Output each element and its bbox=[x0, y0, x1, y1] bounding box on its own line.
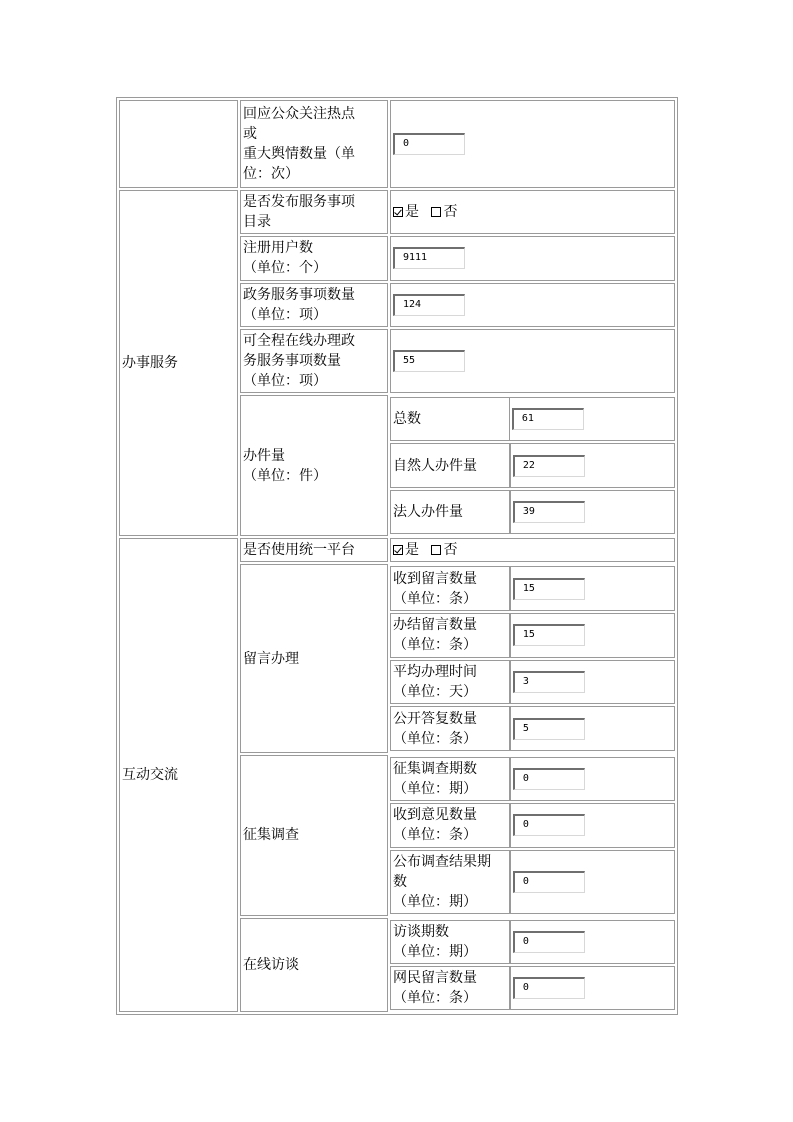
table-row bbox=[390, 920, 675, 964]
interview-subtable-cell bbox=[390, 918, 675, 1012]
interview-subtable bbox=[390, 918, 675, 1012]
catalog-no-option[interactable]: 否 bbox=[431, 204, 457, 220]
table-row bbox=[390, 397, 675, 441]
table-row bbox=[390, 706, 675, 751]
netizen-messages-field[interactable]: 0 bbox=[513, 977, 585, 999]
netizen-label: 网民留言数量 （单位：条） bbox=[390, 966, 510, 1010]
natural-person-volume-field[interactable]: 22 bbox=[513, 455, 585, 477]
survey-subtable-cell bbox=[390, 755, 675, 916]
table-row bbox=[390, 966, 675, 1010]
total-value-cell bbox=[510, 397, 675, 441]
natural-value-cell bbox=[510, 443, 675, 487]
users-label: 注册用户数 （单位：个） bbox=[240, 236, 388, 280]
volume-label: 办件量 （单位：件） bbox=[240, 395, 388, 536]
public-reply-field[interactable]: 5 bbox=[513, 718, 585, 740]
section-service: 办事服务 bbox=[119, 190, 238, 536]
table-row bbox=[390, 443, 675, 487]
concluded-label: 办结留言数量 （单位：条） bbox=[390, 613, 510, 658]
hotspot-count-field[interactable]: 0 bbox=[393, 133, 465, 155]
natural-label: 自然人办件量 bbox=[390, 443, 510, 487]
table-row bbox=[390, 490, 675, 535]
table-row bbox=[119, 538, 675, 562]
interview-count-field[interactable]: 0 bbox=[513, 931, 585, 953]
table-row bbox=[119, 100, 675, 188]
section-interaction: 互动交流 bbox=[119, 538, 238, 1012]
catalog-options bbox=[390, 190, 675, 234]
received-messages-field[interactable]: 15 bbox=[513, 578, 585, 600]
volume-subtable-cell bbox=[390, 395, 675, 536]
table-row bbox=[390, 613, 675, 658]
received-value-cell bbox=[510, 566, 675, 611]
hotspot-label: 回应公众关注热点 或 重大舆情数量（单 位：次） bbox=[240, 100, 388, 188]
survey-count-value-cell bbox=[510, 757, 675, 801]
public-reply-value-cell bbox=[510, 706, 675, 751]
platform-label: 是否使用统一平台 bbox=[240, 538, 388, 562]
online-value-cell bbox=[390, 329, 675, 393]
catalog-yes-option[interactable]: 是 bbox=[393, 204, 419, 220]
concluded-value-cell bbox=[510, 613, 675, 658]
table-row bbox=[390, 660, 675, 705]
checked-box-icon bbox=[393, 207, 403, 217]
table-row bbox=[119, 190, 675, 234]
online-items-field[interactable]: 55 bbox=[393, 350, 465, 372]
unchecked-box-icon bbox=[431, 207, 441, 217]
service-items-field[interactable]: 124 bbox=[393, 294, 465, 316]
avg-time-label: 平均办理时间 （单位：天） bbox=[390, 660, 510, 705]
survey-count-label: 征集调查期数 （单位：期） bbox=[390, 757, 510, 801]
legal-person-volume-field[interactable]: 39 bbox=[513, 501, 585, 523]
opinions-field[interactable]: 0 bbox=[513, 814, 585, 836]
message-group-label: 留言办理 bbox=[240, 564, 388, 753]
hotspot-value-cell bbox=[390, 100, 675, 188]
checked-box-icon bbox=[393, 545, 403, 555]
received-label: 收到留言数量 （单位：条） bbox=[390, 566, 510, 611]
catalog-label: 是否发布服务事项 目录 bbox=[240, 190, 388, 234]
platform-options bbox=[390, 538, 675, 562]
report-table-wrapper bbox=[116, 97, 678, 1015]
avg-time-value-cell bbox=[510, 660, 675, 705]
interview-group-label: 在线访谈 bbox=[240, 918, 388, 1012]
results-label: 公布调查结果期 数 （单位：期） bbox=[390, 850, 510, 914]
avg-time-field[interactable]: 3 bbox=[513, 671, 585, 693]
table-row bbox=[390, 803, 675, 847]
legal-label: 法人办件量 bbox=[390, 490, 510, 535]
table-row bbox=[390, 850, 675, 914]
total-label: 总数 bbox=[390, 397, 510, 441]
interview-count-value-cell bbox=[510, 920, 675, 964]
users-value-cell bbox=[390, 236, 675, 280]
concluded-messages-field[interactable]: 15 bbox=[513, 624, 585, 646]
survey-subtable bbox=[390, 755, 675, 916]
legal-value-cell bbox=[510, 490, 675, 535]
public-reply-label: 公开答复数量 （单位：条） bbox=[390, 706, 510, 751]
volume-subtable bbox=[390, 395, 675, 536]
interview-count-label: 访谈期数 （单位：期） bbox=[390, 920, 510, 964]
unchecked-box-icon bbox=[431, 545, 441, 555]
survey-group-label: 征集调查 bbox=[240, 755, 388, 916]
empty-section-cell bbox=[119, 100, 238, 188]
message-subtable-cell bbox=[390, 564, 675, 753]
online-label: 可全程在线办理政 务服务事项数量 （单位：项） bbox=[240, 329, 388, 393]
table-row bbox=[390, 757, 675, 801]
platform-no-option[interactable]: 否 bbox=[431, 542, 457, 558]
platform-yes-option[interactable]: 是 bbox=[393, 542, 419, 558]
government-website-statistics-table bbox=[116, 97, 678, 1015]
items-label: 政务服务事项数量 （单位：项） bbox=[240, 283, 388, 327]
survey-count-field[interactable]: 0 bbox=[513, 768, 585, 790]
registered-users-field[interactable]: 9111 bbox=[393, 247, 465, 269]
survey-results-field[interactable]: 0 bbox=[513, 871, 585, 893]
results-value-cell bbox=[510, 850, 675, 914]
table-row bbox=[390, 566, 675, 611]
total-volume-field[interactable]: 61 bbox=[512, 408, 584, 430]
items-value-cell bbox=[390, 283, 675, 327]
netizen-value-cell bbox=[510, 966, 675, 1010]
opinions-label: 收到意见数量 （单位：条） bbox=[390, 803, 510, 847]
message-subtable bbox=[390, 564, 675, 753]
opinions-value-cell bbox=[510, 803, 675, 847]
